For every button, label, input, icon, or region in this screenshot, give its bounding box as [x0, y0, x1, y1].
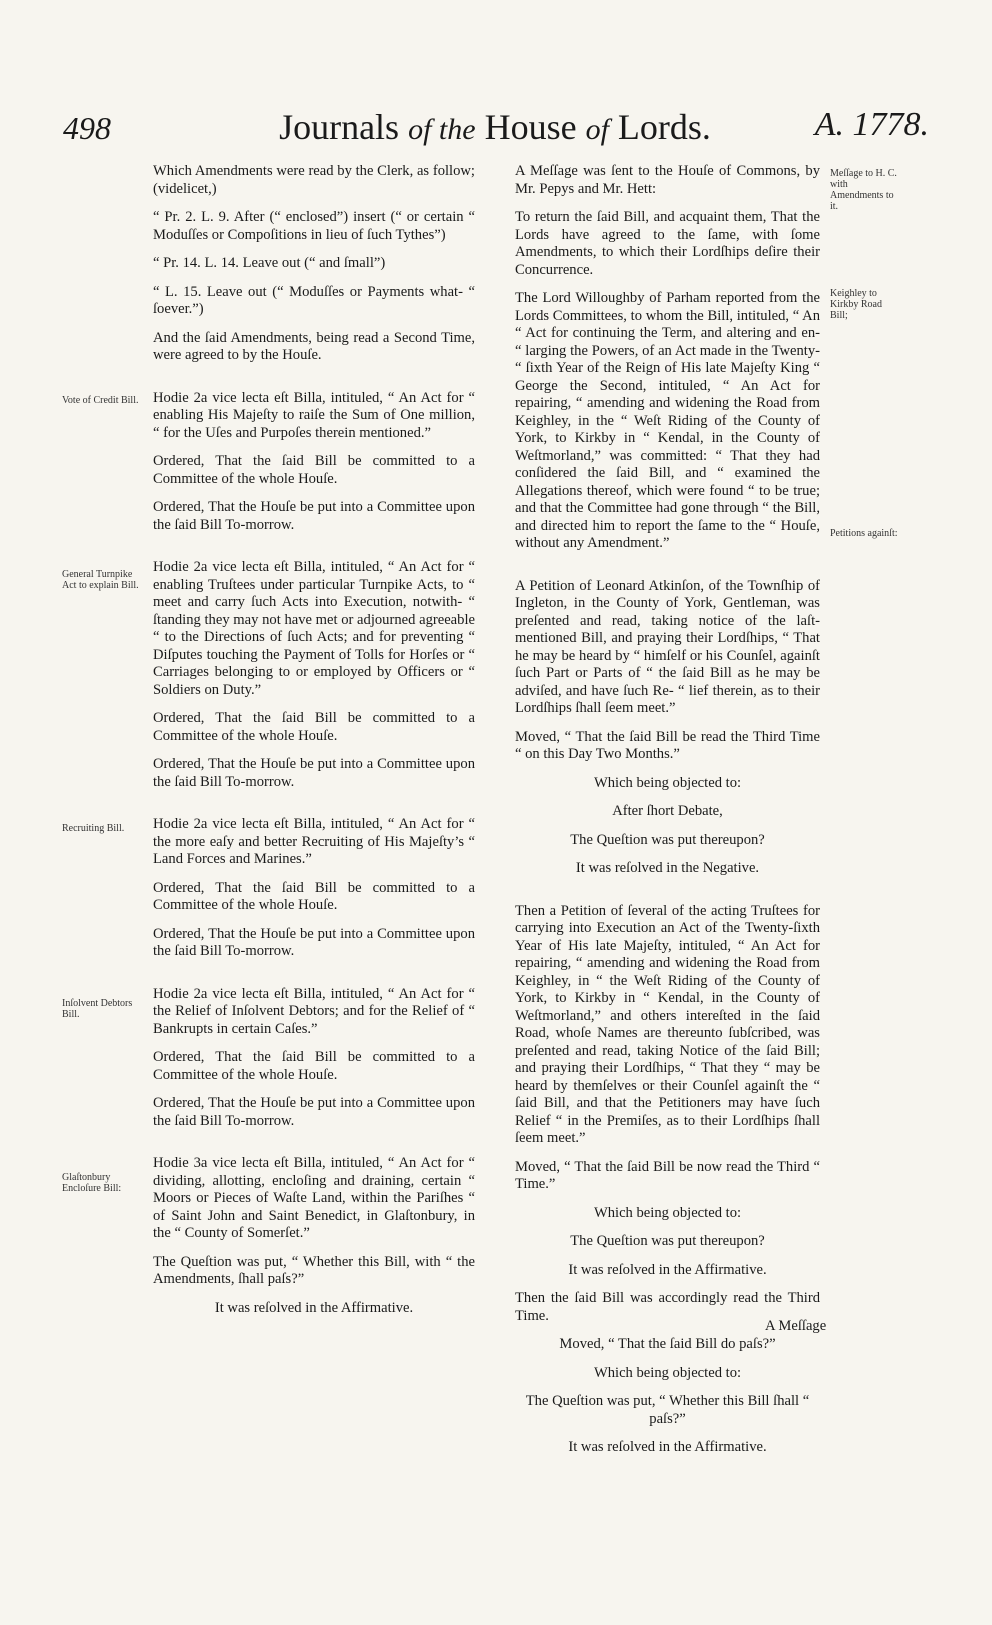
margin-note-glastonbury: Glaſtonbury Encloſure Bill: [62, 1172, 122, 1194]
vote-credit-order-2: Ordered, That the Houſe be put into a Committee upon the ſaid Bill To-morrow. [153, 499, 475, 533]
turnpike-order-1: Ordered, That the ſaid Bill be committed to a Committee of the whole Houſe. [153, 710, 475, 744]
margin-note-message: Meſſage to H. C. with Amendments to it. [830, 168, 897, 212]
resolution-3: It was reſolved in the Affirmative. [568, 1439, 767, 1455]
page-number: 498 [63, 110, 111, 146]
amendment-2: “ Pr. 14. L. 14. Leave out (“ and ſmall”) [153, 255, 386, 271]
right-column [515, 163, 820, 1468]
atkinson-petition: A Petition of Leonard Atkinſon, of the Townſhip of Ingleton, in the County of York, Gentleman, was preſented and read, taking notice of the laſt-mentioned Bill, and praying their Lordſhips, “ That he may be heard by “ himſelf or his Counſel, againſt ſuch Part or Parts of “ the ſaid Bill as he may be adviſed, and have ſuch Re- “ lief therein, as to their Lordſhips ſhall ſeem meet.” [515, 577, 820, 716]
motion-2: Moved, “ That the ſaid Bill be now read the Third “ Time.” [515, 1158, 820, 1192]
question-2: The Queſtion was put thereupon? [570, 1233, 765, 1249]
journal-title: Journals of the House of Lords. [279, 107, 711, 147]
margin-note-vote-credit: Vote of Credit Bill. [62, 395, 139, 406]
amendments-intro: Which Amendments were read by the Clerk, as follow; (videlicet,) [153, 163, 475, 197]
catchword: A Meſſage [765, 1318, 827, 1334]
amendment-1: “ Pr. 2. L. 9. After (“ enclosed”) insert (“ or certain “ Moduſſes or Compoſitions in lieu of ſuch Tythes”) [153, 209, 475, 243]
vote-credit-order-1: Ordered, That the ſaid Bill be committed to a Committee of the whole Houſe. [153, 453, 475, 487]
turnpike-order-2: Ordered, That the Houſe be put into a Committee upon the ſaid Bill To-morrow. [153, 756, 475, 790]
objection-3: Which being objected to: [593, 1364, 742, 1381]
keighley-report: The Lord Willoughby of Parham reported from the Lords Committees, to whom the Bill, intituled, “ An “ Act for continuing the Term, and altering and en- “ larging the Powers, of an Act made in the Twenty- “ ſixth Year of the Reign of His late Majeſty King “ George the Second, intituled, “ An Act for repairing, “ amending and widening the Road from Keighley, in the “ Weſt Riding of the County of York, to Kirkby in “ Kendal, in the County of Weſtmorland,” was committed: “ That they had conſidered the ſaid Bill, and “ examined the Allegations thereof, which were found “ to be true; and that the Committee had gone through “ the Bill, and directed him to report the ſame to the “ Houſe, without any Amendment.” [515, 290, 820, 551]
margin-note-keighley: Keighley to Kirkby Road Bill; [830, 288, 882, 321]
recruiting-order-1: Ordered, That the ſaid Bill be committed to a Committee of the whole Houſe. [153, 879, 475, 913]
resolution-2: It was reſolved in the Affirmative. [568, 1261, 767, 1278]
year: A. 1778. [814, 106, 929, 143]
glastonbury-question: The Queſtion was put, “ Whether this Bill, with “ the Amendments, ſhall paſs?” [153, 1253, 475, 1287]
question-1: The Queſtion was put thereupon? [570, 831, 765, 848]
motion-1: Moved, “ That the ſaid Bill be read the Third Time “ on this Day Two Months.” [515, 728, 820, 762]
short-debate: After ſhort Debate, [612, 803, 723, 819]
glastonbury-bill-reading: Hodie 3a vice lecta eſt Billa, intituled, “ An Act for “ dividing, allotting, encloſing and draining, certain “ Moors or Pieces of Waſte Land, within the Pariſhes “ of Saint John and Saint Benedict, in Glaſtonbury, in the “ County of Somerſet.” [153, 1155, 475, 1241]
objection-1: Which being objected to: [593, 774, 742, 791]
amendment-3: “ L. 15. Leave out (“ Moduſſes or Payments what- “ ſoever.”) [153, 283, 475, 317]
recruiting-bill-reading: Hodie 2a vice lecta eſt Billa, intituled, “ An Act for “ the more eaſy and better Recruiting of His Majeſty’s “ Land Forces and Marines.” [153, 816, 475, 867]
resolution-1: It was reſolved in the Negative. [575, 860, 760, 876]
margin-note-turnpike: General Turnpike Act to explain Bill. [62, 569, 139, 591]
amendments-agreed: And the ſaid Amendments, being read a Second Time, were agreed to by the Houſe. [153, 329, 475, 363]
insolvent-bill-reading: Hodie 2a vice lecta eſt Billa, intituled, “ An Act for “ the Relief of Inſolvent Debtors; and for the Relief of “ Bankrupts in certain Caſes.” [153, 985, 475, 1037]
margin-note-recruiting: Recruiting Bill. [62, 823, 125, 834]
question-3: The Queſtion was put, “ Whether this Bill ſhall “ paſs?” [525, 1393, 810, 1427]
glastonbury-resolution: It was reſolved in the Affirmative. [214, 1299, 414, 1316]
message-to-commons: A Meſſage was ſent to the Houſe of Commons, by Mr. Pepys and Mr. Hett: [515, 163, 820, 197]
insolvent-order-2: Ordered, That the Houſe be put into a Committee upon the ſaid Bill To-morrow. [153, 1095, 475, 1129]
motion-3: Moved, “ That the ſaid Bill do paſs?” [559, 1336, 776, 1352]
turnpike-bill-reading: Hodie 2a vice lecta eſt Billa, intituled, “ An Act for “ enabling Truſtees under particular Turnpike Acts, to “ meet and carry ſuch Acts into Execution, notwith- “ ſtanding they may not have met or adjourned agreeable “ to the Directions of ſuch Acts; and for preventing “ Diſputes touching the Payment of Tolls for Horſes or “ Carriages belonging to or employed by Officers or “ Soldiers on Duty.” [153, 559, 475, 698]
insolvent-order-1: Ordered, That the ſaid Bill be committed to a Committee of the whole Houſe. [153, 1049, 475, 1083]
third-reading: Then the ſaid Bill was accordingly read the Third Time. [515, 1290, 820, 1324]
message-content: To return the ſaid Bill, and acquaint them, That the Lords have agreed to the ſame, with ſome Amendments, to which their Lordſhips deſire their Concurrence. [515, 209, 820, 278]
margin-note-petitions: Petitions againſt: [830, 528, 898, 539]
vote-credit-bill-reading: Hodie 2a vice lecta eſt Billa, intituled, “ An Act for “ enabling His Majeſty to raiſe the Sum of One million, “ for the Uſes and Purpoſes therein mentioned.” [153, 389, 475, 441]
page-header [55, 106, 935, 156]
trustees-petition: Then a Petition of ſeveral of the acting Truſtees for carrying into Execution an Act of the Twenty-ſixth Year of His late Majeſty, intituled, “ An Act for repairing, “ amending and widening the Road from Keighley, in “ the Weſt Riding of the County of York, to Kirkby in “ Kendal, in the County of Weſtmorland,” and others intereſted in the ſaid Road, whoſe Names are thereunto ſubſcribed, was preſented and read, taking Notice of the ſaid Bill; and praying their Lordſhips, “ That they “ may be heard by themſelves or their Counſel againſt the “ ſaid Bill, and that the Petitioners may have ſuch Relief “ in the Premiſes, as to their Lordſhips ſhall ſeem meet.” [515, 902, 820, 1146]
margin-note-insolvent: Inſolvent Debtors Bill. [62, 998, 133, 1020]
left-column [153, 163, 475, 1328]
objection-2: Which being objected to: [593, 1204, 742, 1221]
recruiting-order-2: Ordered, That the Houſe be put into a Committee upon the ſaid Bill To-morrow. [153, 925, 475, 959]
